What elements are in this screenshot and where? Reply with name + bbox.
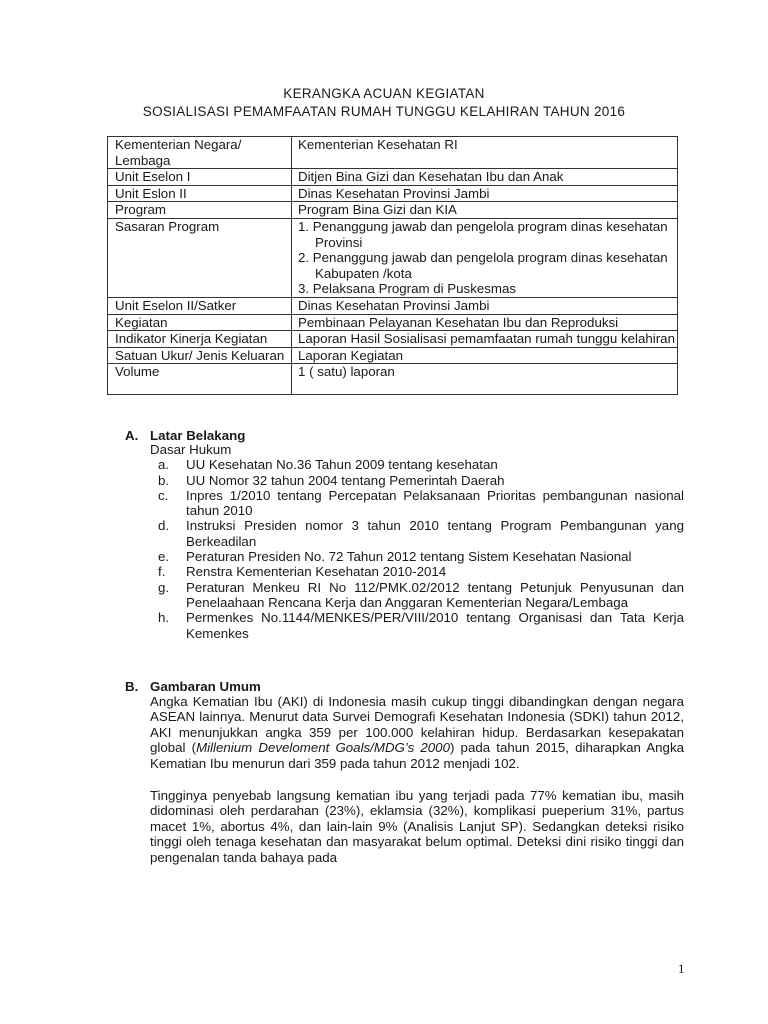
- list-item: [150, 580, 684, 611]
- section-title: Latar Belakang: [150, 428, 246, 443]
- table-value: Laporan Hasil Sosialisasi pemamfaatan rumah tunggu kelahiran: [292, 331, 678, 348]
- section-heading: [125, 679, 261, 694]
- list-item: [150, 549, 684, 564]
- sasaran-list: [298, 219, 677, 297]
- table-key: Satuan Ukur/ Jenis Keluaran: [108, 347, 292, 364]
- subheading: Dasar Hukum: [150, 442, 232, 457]
- table-row: [108, 169, 678, 186]
- table-value: Dinas Kesehatan Provinsi Jambi: [292, 297, 678, 314]
- paragraph: [150, 694, 684, 771]
- section-heading: [125, 428, 245, 443]
- list-item: [150, 518, 684, 549]
- item-text: Peraturan Menkeu RI No 112/PMK.02/2012 tentang Petunjuk Penyusunan dan Penelaahaan Rencana Kerja dan Anggaran Kementerian Negara/Lembaga: [186, 579, 684, 610]
- legal-basis-list: [150, 457, 684, 641]
- item-text: UU Nomor 32 tahun 2004 tentang Pemerintah Daerah: [186, 472, 505, 488]
- section-body: [150, 442, 684, 641]
- item-text: Peraturan Presiden No. 72 Tahun 2012 tentang Sistem Kesehatan Nasional: [186, 549, 632, 565]
- table-value: Kementerian Kesehatan RI: [292, 137, 678, 169]
- table-row: [108, 364, 678, 395]
- list-item: [150, 610, 684, 641]
- table-value: [292, 218, 678, 297]
- section-letter: A.: [125, 428, 139, 443]
- info-table: [107, 136, 678, 395]
- table-value: Program Bina Gizi dan KIA: [292, 202, 678, 219]
- list-item: 2. Penanggung jawab dan pengelola program dinas kesehatan Kabupaten /kota: [298, 250, 668, 281]
- table-key: Kegiatan: [108, 314, 292, 331]
- table-row: [108, 185, 678, 202]
- item-letter: a.: [158, 457, 170, 473]
- item-text: Instruksi Presiden nomor 3 tahun 2010 tentang Program Pembangunan yang Berkeadilan: [186, 518, 684, 549]
- list-item: [150, 564, 684, 579]
- section-body: [150, 694, 684, 865]
- table-row: [108, 297, 678, 314]
- table-row: [108, 314, 678, 331]
- paragraph-italic-text: Millenium Develoment Goals/MDG’s 2000: [196, 740, 450, 756]
- item-text: Permenkes No.1144/MENKES/PER/VIII/2010 tentang Organisasi dan Tata Kerja Kemenkes: [186, 610, 684, 641]
- item-text: UU Kesehatan No.36 Tahun 2009 tentang kesehatan: [186, 457, 498, 473]
- table-row: [108, 331, 678, 348]
- paragraph-text: ) pada tahun 2015, diharapkan Angka Kematian Ibu menurun dari 359 pada tahun 2012 menjadi 102.: [150, 740, 684, 771]
- list-item: 3. Pelaksana Program di Puskesmas: [298, 281, 517, 297]
- table-value: 1 ( satu) laporan: [292, 364, 678, 395]
- table-row: [108, 137, 678, 169]
- table-key: Unit Eselon II/Satker: [108, 297, 292, 314]
- table-key: Indikator Kinerja Kegiatan: [108, 331, 292, 348]
- table-key: Unit Eselon I: [108, 169, 292, 186]
- section-title: Gambaran Umum: [150, 679, 261, 694]
- table-key: Unit Eslon II: [108, 185, 292, 202]
- table-key: Kementerian Negara/ Lembaga: [108, 137, 292, 169]
- list-item: [150, 457, 684, 472]
- item-letter: h.: [158, 610, 170, 626]
- item-letter: f.: [158, 564, 166, 580]
- paragraph: Tingginya penyebab langsung kematian ibu yang terjadi pada 77% kematian ibu, masih didominasi oleh perdarahan (23%), eklamsia (32%), komplikasi pueperium 31%, partus macet 1%, abortus 4%, dan lain-lain 9% (Analisis Lanjut SP). Sedangkan deteksi risiko tinggi oleh tenaga kesehatan dan masyarakat belum optimal. Deteksi dini risiko tinggi dan pengenalan tanda bahaya pada: [150, 788, 684, 865]
- table-key: Volume: [108, 364, 292, 395]
- list-item: [150, 488, 684, 519]
- list-item: [150, 473, 684, 488]
- document-title: KERANGKA ACUAN KEGIATAN: [283, 86, 485, 101]
- table-value: Ditjen Bina Gizi dan Kesehatan Ibu dan Anak: [292, 169, 678, 186]
- item-letter: d.: [158, 518, 170, 534]
- table-value: Laporan Kegiatan: [292, 347, 678, 364]
- table-key: Program: [108, 202, 292, 219]
- list-item: 1. Penanggung jawab dan pengelola program dinas kesehatan Provinsi: [298, 218, 668, 250]
- item-letter: e.: [158, 549, 170, 565]
- table-key: Sasaran Program: [108, 218, 292, 297]
- item-letter: b.: [158, 472, 170, 488]
- table-value: Dinas Kesehatan Provinsi Jambi: [292, 185, 678, 202]
- page-number: 1: [678, 961, 685, 976]
- document-subtitle: SOSIALISASI PEMAMFAATAN RUMAH TUNGGU KELAHIRAN TAHUN 2016: [142, 104, 626, 119]
- item-letter: c.: [158, 487, 169, 503]
- section-letter: B.: [125, 679, 139, 694]
- paragraph-text: Angka Kematian Ibu (AKI) di Indonesia masih cukup tinggi dibandingkan dengan negara ASEAN lainnya. Menurut data Survei Demografi Kesehatan Indonesia (SDKI) tahun 2012, AKI menunjukkan angka 359 per 100.000 kelahiran hidup. Berdasarkan kesepakatan global (: [150, 694, 684, 756]
- table-row: [108, 202, 678, 219]
- item-text: Inpres 1/2010 tentang Percepatan Pelaksanaan Prioritas pembangunan nasional tahun 2010: [186, 487, 684, 519]
- table-row: [108, 347, 678, 364]
- table-value: Pembinaan Pelayanan Kesehatan Ibu dan Reproduksi: [292, 314, 678, 331]
- item-letter: g.: [158, 579, 170, 595]
- item-text: Renstra Kementerian Kesehatan 2010-2014: [186, 564, 447, 580]
- table-row: [108, 218, 678, 297]
